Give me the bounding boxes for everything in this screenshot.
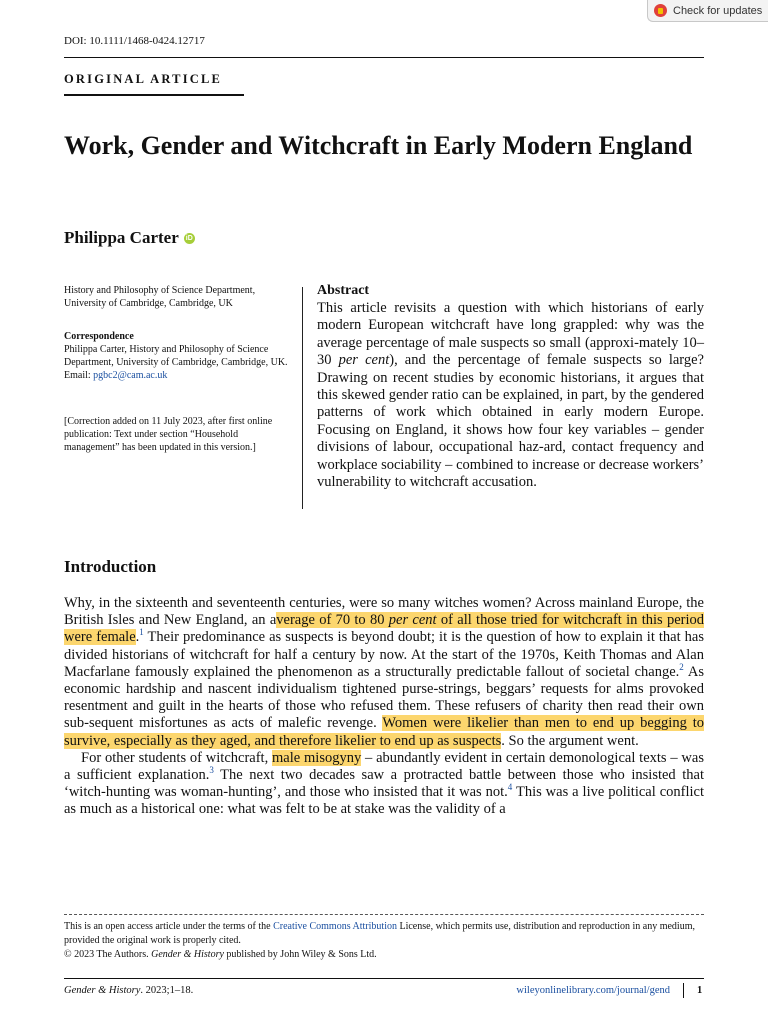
- correspondence-text: Philippa Carter, History and Philosophy of Science Department, University of Cambridge, Cambridge, UK.: [64, 344, 288, 368]
- footnote-ref[interactable]: 2: [679, 661, 684, 672]
- correspondence-block: [64, 330, 294, 382]
- cc-license-link[interactable]: Creative Commons Attribution: [273, 921, 397, 932]
- article-type-rule: [64, 94, 244, 96]
- doi: DOI: 10.1111/1468-0424.12717: [64, 35, 205, 47]
- affiliation: History and Philosophy of Science Department, University of Cambridge, Cambridge, UK: [64, 285, 256, 309]
- footnote-ref[interactable]: 3: [209, 765, 214, 776]
- email-label: Email:: [64, 370, 94, 381]
- paragraph: For other students of witchcraft, male misogyny – abundantly evident in certain demonological texts – was a sufficient explanation.$^3$ The next two decades saw a protracted battle between those who insisted that ‘witch-hunting was woman-hunting’, and those who insisted that it was not.$^4$ This was a live political conflict as much as a historical one: what was felt to be at stake was the validity of a: [64, 749, 704, 818]
- paragraph: Why, in the sixteenth and seventeenth centuries, were so many witches women? Across mainland Europe, the British Isles and New England, an average of 70 to 80 per cent of all those tried for witchcraft in this period were female.$^1$ Their predominance as suspects is beyond doubt; it is the question of how to explain it that has divided historians of witchcraft for half a century by now. At the start of the 1970s, Keith Thomas and Alan Macfarlane famously explained the phenomenon as a structurally predictable fallout of societal change.$^2$ As economic hardship and nascent individualism tightened purse-strings, beggars’ requests for alms provoked resentment and guilt in the hearts of those who refused them. These refusers of charity then read their own sub-sequent misfortunes as acts of malefic revenge. Women were likelier than men to end up begging to survive, especially as they aged, and therefore likelier to end up as suspects. So the argument went.: [64, 595, 705, 749]
- page-number: 1: [697, 985, 703, 996]
- highlight: Women were likelier than men to end up begging to survive, especially as they aged, and therefore likelier to end up as suspects: [64, 715, 704, 749]
- copyright: © 2023 The Authors. Gender & History published by John Wiley & Sons Ltd.: [64, 949, 377, 960]
- article-title: Work, Gender and Witchcraft in Early Modern England: [64, 131, 693, 160]
- check-for-updates-button[interactable]: [647, 0, 768, 22]
- correspondence-label: Correspondence: [64, 331, 134, 342]
- section-heading-introduction: Introduction: [64, 557, 157, 576]
- check-for-updates-label: Check for updates: [673, 4, 763, 17]
- footnote-ref[interactable]: 4: [507, 782, 513, 793]
- footnote-ref[interactable]: 1: [139, 627, 144, 638]
- orcid-icon[interactable]: iD: [185, 234, 193, 242]
- author-name[interactable]: Philippa Carter: [64, 228, 179, 247]
- crossmark-icon: [654, 4, 667, 17]
- author-line: [64, 228, 195, 248]
- journal-url-link[interactable]: wileyonlinelibrary.com/journal/gend: [516, 985, 670, 996]
- footnote-divider: [64, 914, 704, 915]
- highlight: verage of 70 to 80 per cent of all those tried for witchcraft in this period were female: [64, 612, 705, 646]
- journal-citation: Gender & History. 2023;1–18.: [64, 985, 194, 996]
- body-text: [64, 595, 704, 819]
- highlight: male misogyny: [272, 749, 362, 766]
- correction-note: [Correction added on 11 July 2023, after first online publication: Text under section “Household management” has been updated in this version.]: [64, 416, 273, 453]
- email-link[interactable]: pgbc2@cam.ac.uk: [93, 370, 168, 381]
- license-note: This is an open access article under the terms of the Creative Commons Attribution License, which permits use, distribution and reproduction in any medium, provided the original work is properly cited. © 2023 The Authors. Gender & History published by John Wiley & Sons Ltd.: [64, 921, 695, 960]
- header-rule: [64, 57, 704, 58]
- article-type: ORIGINAL ARTICLE: [64, 72, 223, 86]
- footer-rule: [64, 978, 704, 979]
- abstract-heading: Abstract: [317, 283, 370, 298]
- footer-separator: [683, 983, 684, 998]
- abstract-divider: [302, 287, 303, 509]
- abstract-text: This article revisits a question with which historians of early modern European witchcraft have long grappled: why was the average percentage of male suspects so small (approxi-mately 10–30 per cent), and the percentage of female suspects so large? Drawing on recent studies by economic historians, it argues that this skewed gender ratio can be explained, in part, by the gendered patterns of work which obtained in early modern Europe. Focusing on England, it shows how four key variables – gender divisions of labour, occupational haz-ard, contact frequency and workplace sociability – combined to increase or decrease workers’ vulnerability to witchcraft accusation.: [317, 300, 704, 491]
